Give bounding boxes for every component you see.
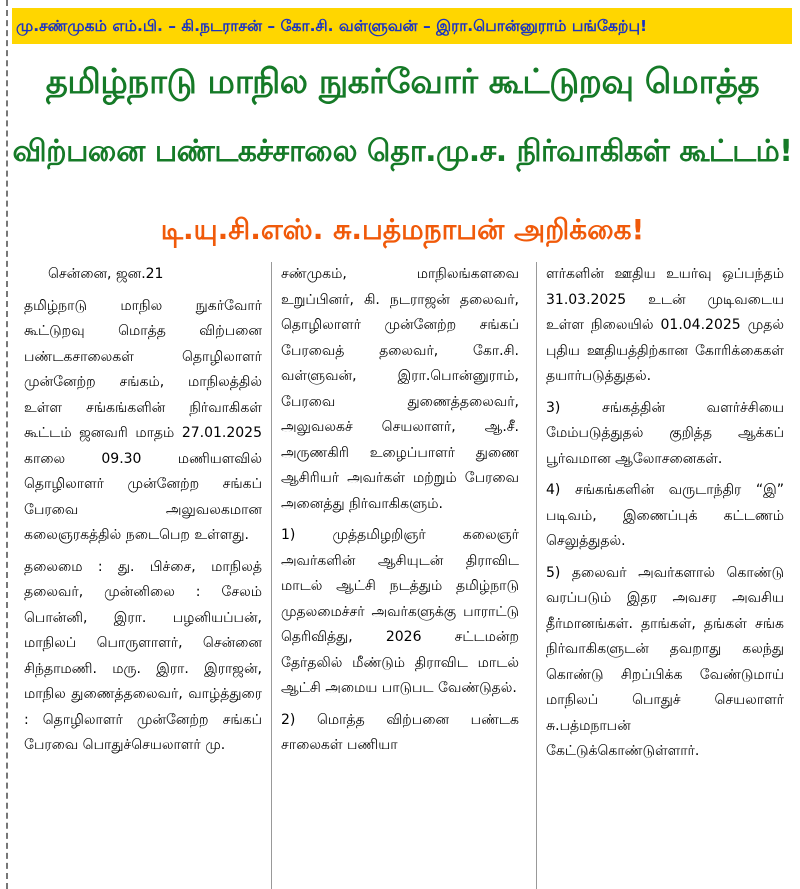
article-column-3 [546,262,784,889]
column-divider [271,262,272,889]
article-column-1 [24,262,262,889]
article-paragraph: 1) முத்தமிழறிஞர் கலைஞர் அவர்களின் ஆசியுடன் திராவிட மாடல் ஆட்சி நடத்தும் தமிழ்நாடு முதலமைச்சர் அவர்களுக்கு பாராட்டு தெரிவித்து, 2026 சட்டமன்ற தேர்தலில் மீண்டும் திராவிட மாடல் ஆட்சி அமைய பாடுபட வேண்டுதல். [281,527,519,696]
subheadline: டி.யு.சி.எஸ். சு.பத்மநாபன் அறிக்கை! [160,213,645,246]
clipping-cut-line [6,0,8,889]
column-divider [536,262,537,889]
article-column-2 [281,262,519,889]
headline-line-2: விற்பனை பண்டகச்சாலை தொ.மு.ச. நிர்வாகிகள் கூட்டம்! [12,134,793,169]
article-paragraph: சண்முகம், மாநிலங்களவை உறுப்பினர், கி. நடராஜன் தலைவர், தொழிலாளர் முன்னேற்ற சங்கப் பேரவைத் தலைவர், கோ.சி. வள்ளுவன், இரா.பொன்னுராம், பேரவை துணைத்தலைவர், அலுவலகச் செயலாளர், ஆ.சீ. அருணகிரி உழைப்பாளர் துணை ஆசிரியர் அவர்கள் மற்றும் பேரவை அனைத்து நிர்வாகிகளும். [281,266,519,512]
article-paragraph: ளர்களின் ஊதிய உயர்வு ஒப்பந்தம் 31.03.2025 உடன் முடிவடைய உள்ள நிலையில் 01.04.2025 முதல் புதிய ஊதியத்திற்கான கோரிக்கைகள் தயார்படுத்துதல். [546,266,784,384]
headline-line-1: தமிழ்நாடு மாநில நுகர்வோர் கூட்டுறவு மொத்த [45,62,760,102]
article-paragraph: 4) சங்கங்களின் வருடாந்திர “இ” படிவம், இணைப்புக் கட்டணம் செலுத்துதல். [546,482,784,549]
article-paragraph: தமிழ்நாடு மாநில நுகர்வோர் கூட்டுறவு மொத்த விற்பனை பண்டகசாலைகள் தொழிலாளர் முன்னேற்ற சங்கம், மாநிலத்தில் உள்ள சங்கங்களின் நிர்வாகிகள் கூட்டம் ஜனவரி மாதம் 27.01.2025 காலை 09.30 மணியளவில் தொழிலாளர் முன்னேற்ற சங்கப் பேரவை அலுவலகமான கலைஞரகத்தில் நடைபெற உள்ளது. [24,297,262,543]
article-paragraph: 5) தலைவர் அவர்களால் கொண்டு வரப்படும் இதர அவசர அவசிய தீர்மானங்கள். தாங்கள், தங்கள் சங்க நிர்வாகிகளுடன் தவறாது கலந்து கொண்டு சிறப்பிக்க வேண்டுமாய் மாநிலப் பொதுச் செயலாளர் சு.பத்மநாபன் கேட்டுக்கொண்டுள்ளார். [546,564,784,759]
article-paragraph: தலைமை : து. பிச்சை, மாநிலத் தலைவர், முன்னிலை : சேலம் பொன்னி, இரா. பழனியப்பன், மாநிலப் பொருளாளர், சென்னை சிந்தாமணி. மரு. இரா. இராஜன், மாநில துணைத்தலைவர், வாழ்த்துரை : தொழிலாளர் முன்னேற்ற சங்கப் பேரவை பொதுச்செயலாளர் மு. [24,558,262,753]
kicker-banner: மு.சண்முகம் எம்.பி. – கி.நடராசன் – கோ.சி. வள்ளுவன் – இரா.பொன்னுராம் பங்கேற்பு! [12,8,792,44]
dateline: சென்னை, ஜன.21 [48,266,164,282]
article-paragraph: 3) சங்கத்தின் வளர்ச்சியை மேம்படுத்துதல் குறித்த ஆக்கப் பூர்வமான ஆலோசனைகள். [546,399,784,467]
article-paragraph: 2) மொத்த விற்பனை பண்டக சாலைகள் பணியா [281,711,519,753]
